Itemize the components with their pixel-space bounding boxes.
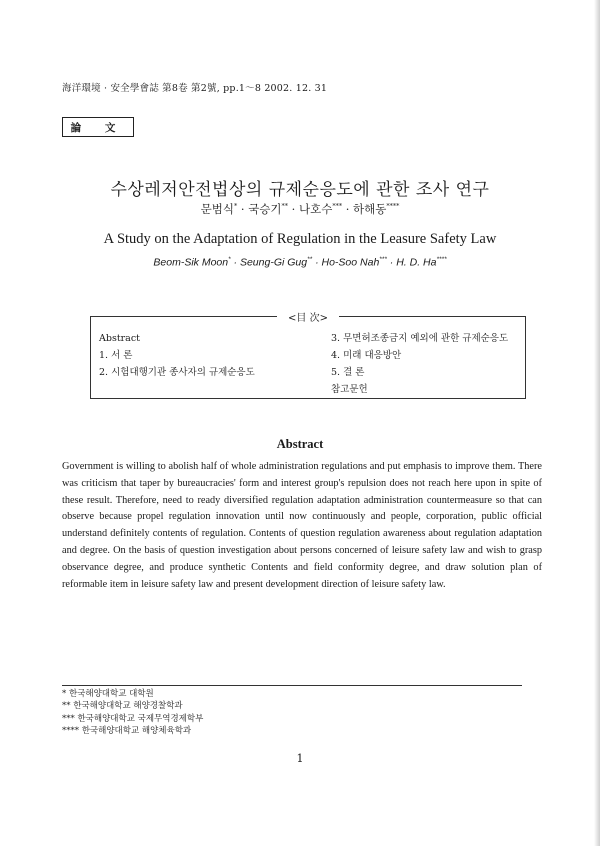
section-label-box	[62, 117, 134, 137]
table-of-contents-box	[90, 313, 526, 399]
footnotes	[62, 685, 522, 737]
author-mark: ****	[436, 256, 447, 263]
abstract-body: Government is willing to abolish half of whole administration regulations and put emphasis to improve them. There was criticism that taper by bureaucracies' form and interest group's repulsion does not reach here upon in spite of these result. Therefore, need to ready diversified regulation adaptation administration countermeasure so that can observe because propel regulation innovation until now continuously and people, corporation, public official understand definitely contents of regulation. Contents of question regulation awareness about regulation adaptation and degree. On the basis of question investigation about persons concerned of leisure safety law and wish to grasp observance degree, and produce synthetic Contents and field conformity degree, and draw solution plan of reformable item in leisure safety law and present development direction of leisure safety law.	[62, 461, 542, 590]
page-number: 1	[296, 752, 304, 765]
journal-citation: 海洋環境 · 安全學會誌 第8卷 第2號, pp.1～8 2002. 12. 31	[62, 83, 328, 94]
toc-item: 1. 서 론	[99, 350, 133, 361]
abstract-heading: Abstract	[276, 437, 324, 451]
author-mark: ***	[379, 256, 387, 263]
paper-title-korean: 수상레저안전법상의 규제순응도에 관한 조사 연구	[110, 180, 490, 200]
author-name: Ho-Soo Nah	[321, 256, 380, 269]
footnote: **** 한국해양대학교 해양체육학과	[62, 725, 192, 736]
footnote: *** 한국해양대학교 국제무역경제학부	[62, 713, 204, 724]
author-name: 나호수	[298, 202, 333, 216]
toc-top-rule-left	[91, 316, 277, 317]
author-mark: **	[281, 202, 289, 211]
footnote: * 한국해양대학교 대학원	[62, 689, 154, 699]
author-name: H. D. Ha	[396, 256, 437, 269]
scan-edge-shadow	[594, 0, 600, 846]
toc-item: 5. 결 론	[331, 367, 365, 378]
authors-korean: 문범식* · 국승기** · 나호수*** · 하해동****	[200, 202, 400, 216]
author-name: Seung-Gi Gug	[239, 256, 308, 269]
toc-item: 4. 미래 대응방안	[331, 350, 402, 361]
author-mark: *	[233, 202, 238, 211]
author-name: 하해동	[353, 202, 387, 216]
author-mark: *	[228, 256, 231, 263]
toc-right-column	[331, 330, 508, 398]
author-mark: **	[307, 256, 313, 263]
footnote: ** 한국해양대학교 해양경찰학과	[62, 701, 183, 712]
section-label: 論 文	[70, 121, 126, 134]
author-mark: ***	[332, 202, 343, 211]
toc-title: <目 次>	[288, 313, 328, 324]
authors-english: Beom-Sik Moon* · Seung-Gi Gug** · Ho-Soo Nah*** · H. D. Ha****	[153, 256, 447, 269]
toc-item: 3. 무면허조종금지 예외에 관한 규제순응도	[331, 333, 509, 344]
paper-title-english: A Study on the Adaptation of Regulation in the Leasure Safety Law	[103, 231, 497, 247]
toc-item: 참고문헌	[331, 384, 368, 395]
author-name: 문범식	[200, 202, 234, 216]
author-name: Beom-Sik Moon	[153, 256, 229, 269]
toc-item: 2. 시험대행기관 종사자의 규제순응도	[99, 367, 255, 378]
toc-item: Abstract	[99, 333, 140, 344]
toc-top-rule-right	[339, 316, 525, 317]
author-mark: ****	[386, 202, 400, 211]
toc-left-column	[99, 330, 255, 381]
author-name: 국승기	[248, 202, 282, 216]
